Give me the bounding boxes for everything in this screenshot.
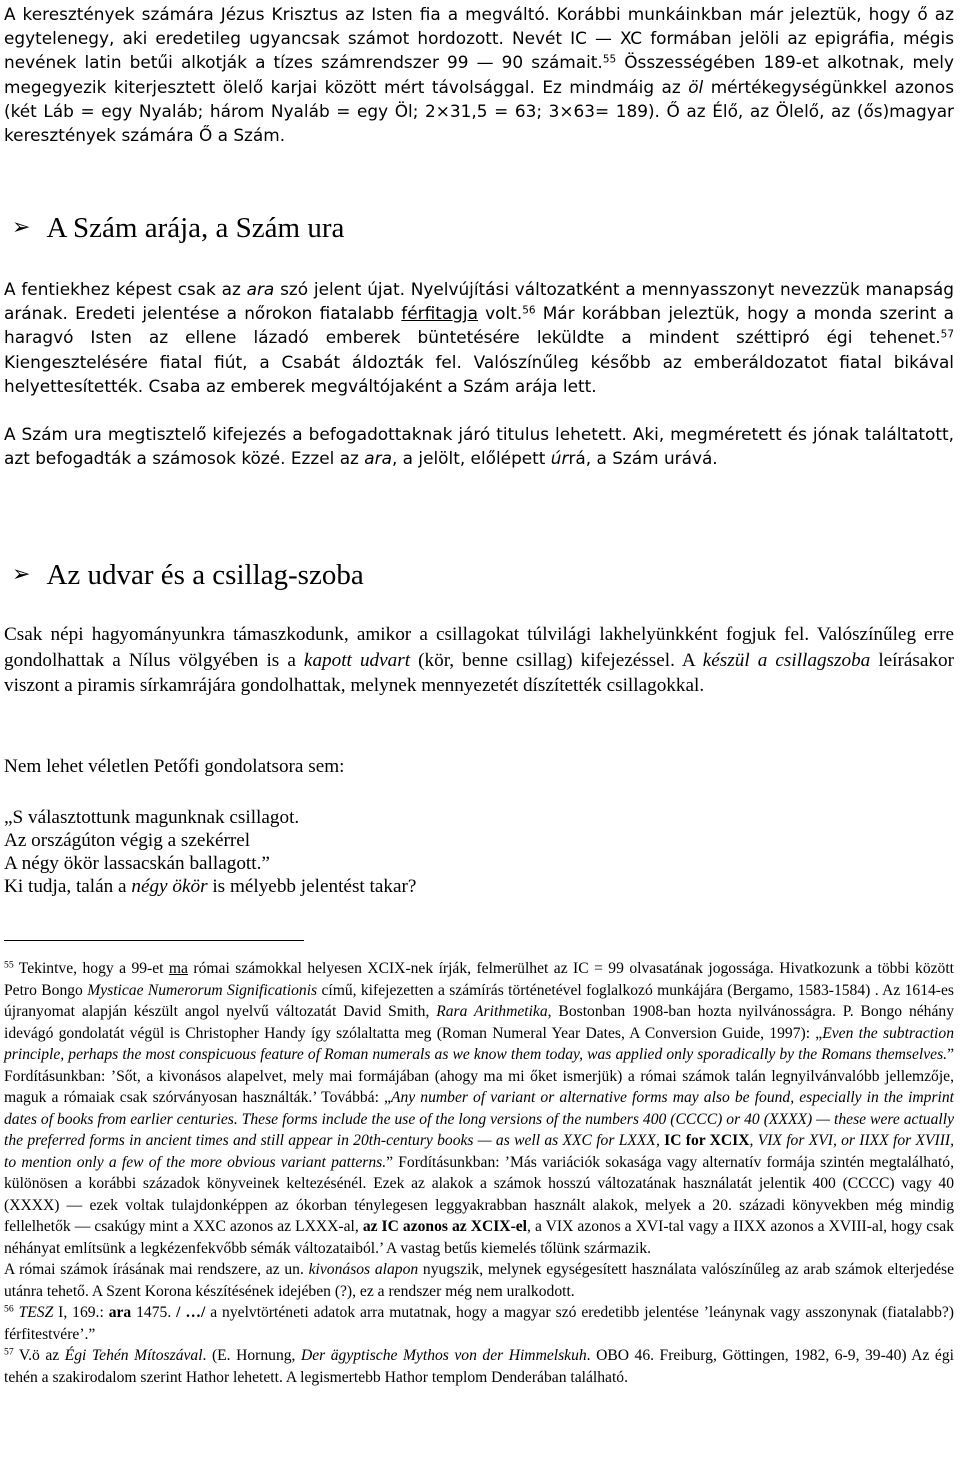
footnote-number-57: 57 [4,1346,14,1358]
text: Tekintve, hogy a 99-et [13,960,169,977]
bold-term: ara [108,1304,132,1321]
text: római számokkal helyesen XCIX-nek írják, felmerülhet az IC = 99 olvasatának jogossága. Hivatkozunk a többi között Petro Bongo [4,960,954,999]
bold-ellipsis: / …/ [176,1304,206,1321]
text: A fentiekhez képest csak az [4,279,247,299]
poem-line-3: A négy ökör lassacskán ballagott.” [4,853,270,874]
footnote-ref-56[interactable]: 56 [522,304,536,317]
italic-quote: , VIX for XVI, or IIXX for XVIII, to mention only a few of the more obvious variant patterns. [4,1132,954,1171]
italic-negy-okor: négy ökör [131,876,208,897]
intro-text-3: Ez mindmáig az [534,76,689,97]
poem-line-4 [4,875,954,898]
footnote-ref-57[interactable]: 57 [940,328,954,341]
italic-title: Égi Tehén Mítoszával [64,1347,203,1364]
text: , a VIX azonos a XVI-tal vagy a IIXX azonos a XVIII-al, hogy csak néhányat említsünk a legkézenfekvőbb sémák változataiból.’ A vastag betűs kiemelés tőlünk származik. [4,1218,954,1257]
section2-paragraph-2 [4,755,954,779]
section-heading-udvar [4,557,364,593]
footnote-ref-55[interactable]: 55 [602,53,617,66]
bold-emphasis: IC for XCIX [664,1132,750,1149]
footnote-separator [4,940,304,941]
text: I, 169.: [53,1304,109,1321]
italic-ara-2: ara [364,448,392,469]
text: Ki tudja, talán a [4,876,132,897]
section1-paragraph-1 [4,277,954,398]
text: is mélyebb jelentést takar? [207,876,417,897]
text: . OBO 46. Freiburg, Göttingen, 1982, 6-9, 39-40) Az égi tehén a szakirodalom szerint Hathor lehetett. A legismertebb Hathor templom Denderában található. [4,1347,954,1386]
text: Kiengesztelésére fiatal fiút, a Csabát áldozták fel. Valószínűleg később az emberáldozatot fiatal bikával helyettesítették. Csaba az emberek megváltójaként a Szám arája lett. [4,351,954,396]
text: , a jelölt, előlépett [391,448,551,469]
heading-text: A Szám arája, a Szám ura [46,212,345,244]
text: című, kifejezetten a számírás történetével foglalkozó munkájára (Bergamo, 1583-1584) . Az 1614-es újranyomat alapján készült angol nyelvű változatát David Smith, [4,981,954,1020]
underlined-ferfitagja: férfitagja [401,303,478,324]
text: rá, a Szám urává. [568,448,718,469]
text: a nyelvtörténeti adatok arra mutatnak, hogy a magyar szó eredetibb jelentése ’leánynak vagy asszonynak (fiatalabb?) férfitestvére’.” [4,1304,954,1343]
intro-italic-ol: öl [688,76,704,97]
text: , Bostonban 1908-ban hozta nyilvánosságra. P. Bongo néhány idevágó gondolatát végül is Christopher Handy így szólaltatta meg (Roman Numeral Year Dates, A Conversion Guide, 1997): „ [4,1003,954,1042]
italic-ara: ara [246,279,275,299]
poem-line-2: Az országúton végig a szekérrel [4,830,251,851]
bold-emphasis: az IC azonos az XCIX-el [362,1218,528,1235]
footnote-56 [4,1302,954,1345]
italic-keszul: készül a csillagszoba [702,649,871,671]
footnote-55-continued [4,1259,954,1302]
text: nyugszik, melynek egységesített használata valószínűleg az arab számok elterjedése utánra tehető. A Szent Korona készítésének idejében (?), ez a rendszer még nem uralkodott. [4,1261,954,1300]
arrow-bullet-icon: ➢ [12,215,31,240]
footnote-55 [4,958,954,1259]
italic-source: TESZ [18,1304,54,1321]
italic-quote: Even the subtraction principle, perhaps the most conspicuous feature of Roman numerals as we know them today, was applied only sporadically by the Romans themselves. [4,1024,954,1063]
text: A római számok írásának mai rendszere, az un. [4,1261,309,1278]
text: szó jelent újat. Nyelvújítási változatként a mennyasszonyt nevezzük manapság arának. Eredeti jelentése a nőrokon fiatalabb [4,279,954,324]
poem-quote [4,806,954,898]
text: . (E. Hornung, [202,1347,301,1364]
text: Nem lehet véletlen Petőfi gondolatsora sem: [4,756,345,777]
footnotes [4,958,954,1388]
section1-paragraph-2 [4,422,954,470]
poem-line-1: „S választottunk magunknak csillagot. [4,807,300,828]
arrow-bullet-icon: ➢ [12,562,31,587]
text: V.ö az [13,1347,65,1364]
text: (kör, benne csillag) kifejezéssel. A [410,649,703,671]
italic-title: Rara Arithmetika [436,1003,548,1020]
intro-text-1: A keresztények számára Jézus Krisztus az Isten fia a megváltó. Korábbi munkáinkban már jeleztük, hogy ő az egytelenegy, aki eredetileg ugyancsak számot hordozott. Nevét IC — XC formában jelöli az epigráfia, mégis nevének latin betűi alkotják a tízes számrendszer 99 — 90 számait. [4,4,954,73]
intro-paragraph [4,2,954,147]
italic-title: Mysticae Numerorum Significationis [87,981,318,999]
italic-ur: úr [550,448,569,469]
text: ” Fordításunkban: ’Sőt, a kivonásos alapelvet, mely mai formájában (ahogy ma mi őket ismerjük) a római számok talán legnyilvánvalóbb jellemzője, maguk a rómaiak csak szórványosan használták.’ Továbbá: „ [4,1046,954,1106]
footnote-number-55: 55 [4,959,14,971]
intro-text-2: Összességében 189-et alkotnak, mely megegyezik kiterjesztett ölelő karjai között mért távolsággal. [4,52,954,97]
text: Csak népi hagyományunkra támaszkodunk, amikor a csillagokat túlvilági lakhelyünkként fogjuk fel. Valószínűleg erre gondolhattak a Nílus völgyében is a [4,624,954,671]
intro-text-4: mértékegységünkkel azonos (két Láb = egy Nyaláb; három Nyaláb = egy Öl; 2×31,5 = 63; 3×63= 189). Ő az Élő, az Ölelő, az (ős)magyar keresztények számára Ő a Szám. [4,76,954,146]
section2-paragraph-1 [4,622,954,699]
text: Már korábban jeleztük, hogy a monda szerint a haragvó Isten az ellene lázadó emberek büntetésére leküldte a mindent széttipró égi tehenet. [4,303,954,348]
footnote-number-56: 56 [4,1303,14,1315]
italic-title: Der ägyptische Mythos von der Himmelskuh [300,1347,587,1364]
italic-kapott-udvart: kapott udvart [303,649,411,671]
text: 1475. [131,1304,177,1321]
section-heading-szam-araja [4,210,344,246]
underlined-ma: ma [168,960,188,977]
italic-quote: Any number of variant or alternative forms may also be found, especially in the imprint dates of books from earlier centuries. These forms include the use of the long versions of the numbers 400 (CCCC) or 40 (XXXX) — these were actually the preferred forms in ancient times and still appear in 20th-century books — as well as XXC for LXXX, [4,1089,954,1149]
text: A Szám ura megtisztelő kifejezés a befogadottaknak járó titulus lehetett. Aki, megméretett és jónak találtatott, azt befogadták a számosok közé. Ezzel az [4,424,954,469]
text: volt. [477,303,523,324]
text: ” Fordításunkban: ’Más variációk sokasága vagy alternatív formája szintén megtalálható, különösen a korábbi századok könyveinek keltezésénél. Ezek az alakok a számok hosszú változatának használatát jelentik 400 (CCCC) vagy 40 (XXXX) — ezek voltak tulajdonképpen az ókorban ténylegesen leggyakrabban használt alakok, melyek a 20. századi könyvekben még mindig fellelhetők — csakúgy mint a XXC azonos az LXXX-al, [4,1153,954,1235]
heading-text: Az udvar és a csillag-szoba [46,559,364,591]
text: leírásakor viszont a piramis sírkamrájára gondolhattak, melynek mennyezetét díszítették csillagokkal. [4,649,954,696]
italic-term: kivonásos alapon [308,1261,419,1278]
footnote-57 [4,1345,954,1388]
